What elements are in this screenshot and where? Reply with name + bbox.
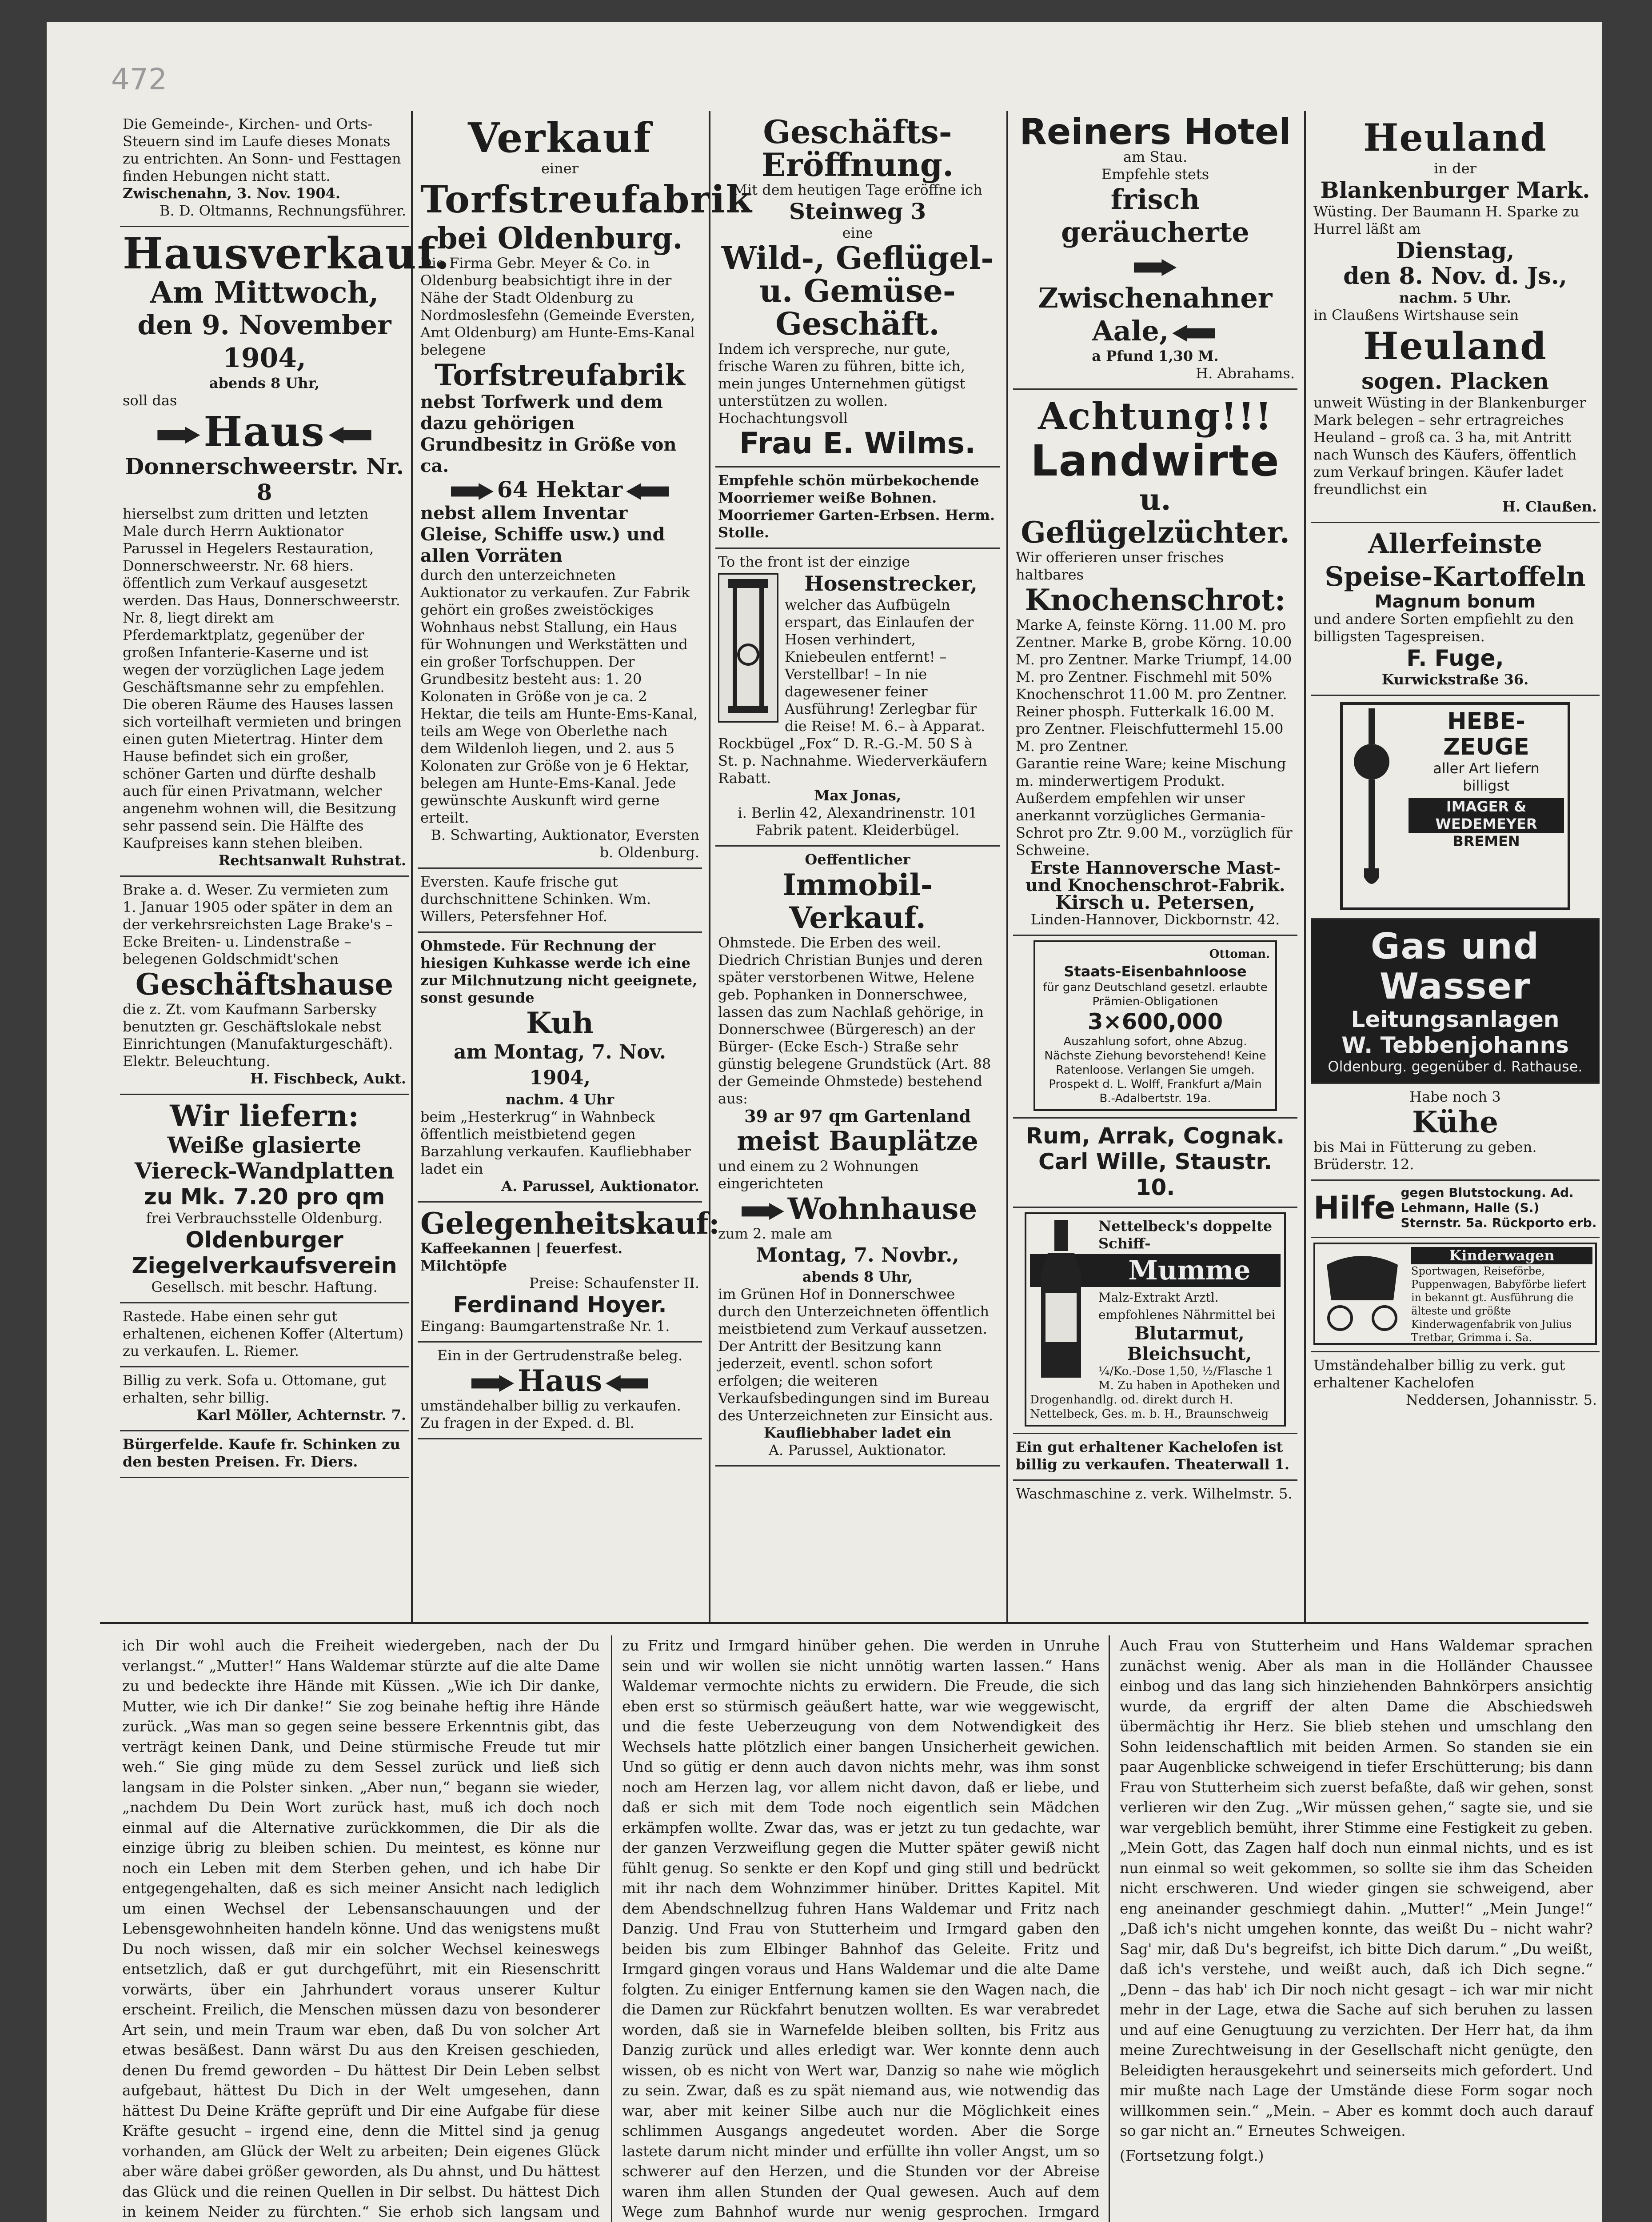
ad-subtitle-2: u. Geflügelzüchter. <box>1021 482 1290 550</box>
ad-title: Allerfeinste Speise-Kartoffeln <box>1325 528 1586 592</box>
pointing-hand-icon <box>1172 325 1215 342</box>
ad-body: Ohmstede. Die Erben des weil. Diedrich Christian Bunjes und deren später verstorbenen Witwe, Helene geb. Pophanken in Donnerschwee, lassen das zum Nachlaß gehörige, in Donnerschwee (Bürgeresch) an der Bürger- (Ecke Esch-) Straße sehr günstig belegene Grundstück (Art. 88 der Gemeinde Ohmstede) bestehend aus: <box>718 934 991 1107</box>
ad-address: Kurwickstraße 36. <box>1381 671 1529 688</box>
ad-house-gertrudenstrasse <box>418 1343 702 1439</box>
ad-title: HEBE-ZEUGE <box>1443 708 1529 760</box>
lottery-box <box>1033 940 1277 1111</box>
ad-brake-shop <box>120 877 409 1095</box>
ad-lottery <box>1013 936 1297 1119</box>
ad-company: IMAGER & WEDEMEYER <box>1409 798 1564 833</box>
ad-date: Montag, 7. Novbr., <box>756 1244 959 1267</box>
ad-name: Max Jonas, <box>814 787 901 804</box>
ad-body: durch den unterzeichneten Auktionator zu verkaufen. Zur Fabrik gehört ein großes zweistöckiges Wohnhaus nebst Stallung, ein Haus für Wohnungen und Werkstätten und ein großer Torfschuppen. Der Grundbesitz besteht aus: 1. 20 Kolonaten in Größe von je ca. 2 Hektar, die teils am Hunte-Ems-Kanal, teils am Wege von Oberlethe nach dem Wildenloh liegen, und 2. aus 5 Kolonaten zur Größe von je 6 Hektar, belegen am Hunte-Ems-Kanal. Jede gewünschte Auskunft wird gerne erteilt. <box>420 567 698 826</box>
ad-hotel <box>1013 111 1297 390</box>
trouser-stretcher-drawing <box>719 575 777 721</box>
ad-signature: B. Schwarting, Auktionator, Eversten b. Oldenburg. <box>431 827 699 861</box>
ad-body: und andere Sorten empfiehlt zu den billigsten Tagespreisen. <box>1313 611 1574 645</box>
ad-body: Die Firma Gebr. Meyer & Co. in Oldenburg beabsichtigt ihre in der Nähe der Stadt Oldenburg zu Nordmoslesfehn (Gemeinde Eversten, Amt Oldenburg) am Hunte-Ems-Kanal belegene <box>420 255 695 358</box>
ad-subtitle: Leitungsanlagen <box>1351 1007 1560 1032</box>
ad-title: Immobil-Verkauf. <box>782 867 933 935</box>
story-continued: (Fortsetzung folgt.) <box>1120 2146 1264 2164</box>
ad-subtitle: am Stau. <box>1123 148 1188 165</box>
ad-column-2 <box>418 111 753 1622</box>
ad-name: Carl Wille, Staustr. 10. <box>1038 1149 1272 1200</box>
ad-street: Donnerschweerstr. Nr. 8 <box>124 453 404 505</box>
pointing-hand-icon <box>626 483 669 500</box>
ad-company: Oldenburger Ziegelverkaufsverein <box>132 1227 397 1279</box>
ad-subtitle: Wild-, Geflügel- u. Gemüse-Geschäft. <box>721 240 994 342</box>
ad-column-5 <box>1311 111 1600 1622</box>
ad-text: aller Art liefern billigst <box>1433 760 1540 794</box>
ad-text: Kaufliebhaber ladet ein <box>763 1424 952 1441</box>
ad-subtitle: Weiße glasierte Viereck-Wandplatten <box>134 1132 395 1184</box>
ad-text: zum 2. male am <box>718 1225 832 1242</box>
ad-body: die z. Zt. vom Kaufmann Sarbersky benutzten gr. Geschäftslokale nebst Einrichtungen (Manufakturgeschäft). Elektr. Beleuchtung. <box>123 1001 393 1070</box>
ad-title: Verkauf <box>468 114 652 162</box>
ad-cows <box>1311 1084 1600 1181</box>
page-number: 472 <box>111 62 167 96</box>
ad-text: für ganz Deutschland gesetzl. erlaubte Prämien-Obligationen <box>1043 981 1268 1008</box>
trouser-stretcher-image <box>718 573 778 723</box>
ad-name: F. Fuge, <box>1406 645 1504 671</box>
ad-title: Hausverkauf. <box>123 228 451 279</box>
ad-city: Oldenburg. gegenüber d. Rathause. <box>1328 1058 1583 1075</box>
story-text: Auch Frau von Stutterheim und Hans Waldemar sprachen zunächst wenig. Aber als man in die Holländer Chaussee einbog und das lang sich hinziehenden Bahnkörpers ansichtig wurde, da ergriff der alten Dame die Abschiedsweh übermächtig ihr Herz. Sie blieb stehen und umschlang den Sohn leidenschaftlich mit beiden Armen. So standen sie ein paar Augenblicke schweigend in tiefer Erschütterung; bis dann Frau von Stutterheim sich zuerst befaßte, daß wir gehen, sonst verlieren wir den Zug. „Wir müssen gehen,“ sagte sie, und sie war vergeblich bemüht, ihrer Stimme eine Festigkeit zu geben. „Mein Gott, das Zagen half doch nun einmal nichts, und es ist nun einmal so weit gekommen, so sollte sie ihm das Scheiden nicht erschweren. Und wieder gingen sie schweigend, aber eng aneinander geschmiegt dahin. „Mutter!“ „Mein Junge!“ „Daß ich's nicht umgehen konnte, das weißt Du – nicht wahr? Sag' mir, daß Du's begreifst, ich bitte Dich darum.“ „Du weißt, daß ich's verstehe, und weißt auch, daß ich Dich segne.“ „Denn – das hab' ich Dir noch nicht gesagt – ich war mir nicht mehr in der Lage, etwa die Sache auf sich beruhen zu lassen und auf eine Genugtuung zu verzichten. Der Herr hat, da ihm meine Zurechtweisung in der Gesellschaft nicht genügte, den Beleidigten herausgekehrt und seinerseits mich gefordert. Und mir mußte nach Lage der Umstände diese Form sogar noch willkommen sein.“ „Mein. – Aber es kommt doch auch darauf so gar nicht an.“ Erneutes Schweigen. <box>1120 1637 1593 2139</box>
ad-time: nachm. 4 Uhr <box>505 1091 615 1108</box>
ad-title: Mumme <box>1030 1254 1281 1287</box>
ad-city: BREMEN <box>1452 833 1520 850</box>
ad-body: Sportwagen, Reiseförbe, Puppenwagen, Babyförbe liefert in bekannt gt. Ausführung die älteste und größte Kinderwagenfabrik von Julius Tretbar, Grimma i. Sa. <box>1411 1265 1586 1344</box>
ad-text: To the front ist der einzige <box>718 553 910 570</box>
ad-signature: Karl Möller, Achternstr. 7. <box>196 1407 406 1423</box>
ad-title-2: Heuland <box>1363 324 1548 368</box>
ad-peat-factory <box>418 111 753 869</box>
ad-place: Blankenburger Mark. <box>1320 177 1590 203</box>
ad-date: den 8. Nov. d. Js., <box>1343 263 1567 290</box>
ad-text: einer <box>541 160 579 177</box>
ad-body: Brake a. d. Weser. Zu vermieten zum 1. Januar 1905 oder später in dem an der verkehrsreichsten Lage Brake's – Ecke Breiten- u. Lindenstraße – belegenen Goldschmidt'schen <box>123 881 393 967</box>
ad-signature: H. Fischbeck, Aukt. <box>250 1070 406 1087</box>
pointing-hand-icon <box>742 1203 784 1220</box>
pointing-hand-icon <box>157 427 200 444</box>
ad-title: Rum, Arrak, Cognak. <box>1026 1123 1285 1149</box>
ad-time: abends 8 Uhr, <box>209 375 320 392</box>
ad-day: Am Mittwoch, <box>150 275 379 310</box>
ad-column-4 <box>1013 111 1297 1622</box>
ad-head: Oeffentlicher <box>805 851 910 868</box>
ad-body: Rastede. Habe einen sehr gut erhaltenen, eichenen Koffer (Altertum) zu verkaufen. L. Riemer. <box>123 1308 404 1359</box>
ad-signature: H. Abrahams. <box>1196 365 1295 382</box>
ad-name: W. Tebbenjohanns <box>1341 1032 1569 1058</box>
ad-stove <box>1013 1434 1297 1481</box>
ad-stove-2 <box>1311 1352 1600 1415</box>
ad-body: nebst allem Inventar Gleise, Schiffe usw.) und allen Vorräten <box>420 503 665 566</box>
ad-title: Kuh <box>526 1006 594 1040</box>
bottle-icon <box>1030 1218 1092 1382</box>
ad-shop-opening <box>715 111 1000 468</box>
ad-headline-word: Haus <box>204 408 325 456</box>
ad-subtitle: sogen. Placken <box>1361 368 1549 394</box>
ad-title: Wir liefern: <box>170 1099 359 1133</box>
story-column-2 <box>622 1635 1100 2222</box>
story-column-3 <box>1120 1635 1593 2222</box>
ad-title: Hilfe <box>1313 1190 1396 1226</box>
ad-address: Eingang: Baumgartenstraße Nr. 1. <box>420 1318 670 1335</box>
ad-text: Malz-Extrakt Arztl. empfohlenes Nährmittel bei <box>1098 1290 1276 1322</box>
section-divider <box>100 1622 1588 1624</box>
ad-title: Heuland <box>1363 116 1548 160</box>
ad-body: gegen Blutstockung. Ad. Lehmann, Halle (S.) Sternstr. 5a. Rückporto erb. <box>1401 1185 1597 1230</box>
ad-body: umständehalber billig zu verkaufen. Zu fragen in der Exped. d. Bl. <box>420 1397 681 1431</box>
ad-date: den 9. November 1904, <box>137 310 391 374</box>
ad-signature: A. Parussel, Auktionator. <box>501 1178 699 1195</box>
ad-body: im Grünen Hof in Donnerschwee durch den Unterzeichneten öffentlich meistbietend zum Verkauf aussetzen. Der Antritt der Besitzung kann jederzeit, eventl. schon sofort erfolgen; die weiteren Verkaufsbedingungen sind im Bureau des Unterzeichneten zur Einsicht aus. <box>718 1286 994 1424</box>
ad-address: i. Berlin 42, Alexandrinenstr. 101 Fabrik patent. Kleiderbügel. <box>738 804 978 839</box>
ad-subtitle: meist Bauplätze <box>737 1126 978 1157</box>
ad-wall-tiles <box>120 1095 409 1303</box>
ad-head: Ottoman. <box>1209 947 1270 961</box>
ad-title: Geschäftshause <box>135 967 394 1002</box>
column-rule <box>611 1635 612 2222</box>
pointing-hand-icon <box>1134 259 1177 276</box>
ad-body: ¼/Ko.-Dose 1,50, ½/Flasche 1 M. Zu haben in Apotheken und Drogenhandlg. od. direkt durch H. Nettelbeck, Ges. m. b. H., Braunschweig <box>1030 1365 1280 1421</box>
ad-body: Bürgerfelde. Kaufe fr. Schinken zu den besten Preisen. Fr. Diers. <box>123 1436 400 1470</box>
ad-title: Gelegenheitskauf: <box>420 1206 720 1241</box>
ad-gas-water <box>1311 919 1600 1084</box>
ad-time: abends 8 Uhr, <box>802 1268 913 1285</box>
ad-text: Wir offerieren unser frisches haltbares <box>1016 549 1224 583</box>
hoist-box <box>1340 702 1570 910</box>
ad-address: Linden-Hannover, Dickbornstr. 42. <box>1030 911 1280 928</box>
pointing-hand-icon <box>451 483 494 500</box>
pram-box <box>1313 1243 1597 1345</box>
ad-bargain <box>418 1203 720 1343</box>
ad-company: Erste Hannoversche Mast- und Knochenschrot-Fabrik. <box>1025 858 1285 895</box>
ad-text: Mit dem heutigen Tage eröffne ich <box>733 181 982 198</box>
ad-hectares-value: 64 Hektar <box>497 476 623 503</box>
ad-prize: 3×600,000 <box>1087 1009 1223 1035</box>
notice-date: Zwischenahn, 3. Nov. 1904. <box>123 185 340 202</box>
ad-body: Ein in der Gertrudenstraße beleg. <box>437 1347 683 1364</box>
ad-signature: A. Parussel, Auktionator. <box>768 1442 947 1459</box>
ad-area: 39 ar 97 qm Gartenland <box>744 1106 971 1126</box>
ad-head: Nettelbeck's doppelte Schiff- <box>1098 1218 1273 1252</box>
ad-signature: Rechtsanwalt Ruhstrat. <box>218 852 406 869</box>
ad-body: Auszahlung sofort, ohne Abzug. Nächste Ziehung bevorstehend! Keine Ratenloose. Verlangen Sie umgeh. Prospekt d. L. Wolff, Frankfurt a/Main B.-Adalbertstr. 19a. <box>1044 1035 1266 1105</box>
ad-hoists <box>1311 696 1600 919</box>
story-text: zu Fritz und Irmgard hinüber gehen. Die werden in Unruhe sein und wir wollen sie nicht unnötig warten lassen.“ Hans Waldemar vermochte nichts zu erwidern. Die Freude, die sich eben erst so stürmisch geäußert hatte, war wie weggewischt, und die feste Ueberzeugung von dem Notwendigkeit des Wechsels hatte plötzlich einer bangen Unsicherheit gewichen. Und so gütig er denn auch davon nichts mehr, was ihm sonst noch am Herzen lag, vor allem nicht davon, daß er liebe, und daß er sich mit dem Tode noch eigentlich sein Mädchen erkämpfen wollte. Zwar das, was er jetzt zu tun gedachte, war der ganzen Verzweiflung gegen die Mutter später gewiß nicht fühlt genug. So senkte er den Kopf und ging still und bedrückt mit ihr nach dem Wohnzimmer hinüber. Drittes Kapitel. Mit dem Abendschnellzug fuhren Hans Waldemar und Fritz nach Danzig. Und Frau von Stutterheim und Irmgard gaben den beiden bis zum Elbinger Bahnhof das Geleite. Fritz und Irmgard gingen voraus und Hans Waldemar und die alte Dame folgten. Zu einiger Entfernung kamen sie den Wagen nach, die die Damen zur Rückfahrt benutzen wollten. Es war verabredet worden, daß sie in Warnefelde bleiben sollten, bis Fritz aus Danzig zurück und alles erledigt war. Wer konnte denn auch wissen, ob es nicht von Wert war, Danzig so nahe wie möglich zu sein. Zwar, daß es zu spät niemand aus, wie notwendig das war, aber mit keiner Silbe auch nur die Möglichkeit eines schlimmen Ausgangs angedeutet worden. Aber die Sorge lastete darum nicht minder und erfüllte ihn voller Angst, um so schwerer auf den Herzen, und die Stunden vor der Abreise waren ihm allen Stunden der Qual gewesen. Auch auf dem Wege zum Bahnhof wurde nur wenig gesprochen. Irmgard <box>622 1637 1100 2220</box>
ad-eel <box>1016 249 1295 348</box>
ad-potatoes <box>1311 523 1600 696</box>
ad-subtitle: Torfstreufabrik <box>420 177 753 221</box>
ad-cow <box>418 933 702 1203</box>
pointing-hand-icon <box>329 427 371 444</box>
ad-body: Empfehle schön mürbekochende Moorriemer weiße Bohnen. Moorriemer Garten-Erbsen. Herm. Stolle. <box>718 472 995 541</box>
ad-price: Preise: Schaufenster II. <box>529 1275 699 1291</box>
ad-title: Hosenstrecker, <box>804 571 978 595</box>
ad-washing-machine <box>1013 1481 1297 1509</box>
ad-title: Achtung!!! <box>1038 394 1273 438</box>
ad-body: nebst Torfwerk und dem dazu gehörigen Grundbesitz in Größe von ca. <box>420 392 677 476</box>
ad-real-estate <box>715 847 1000 1467</box>
ad-ham <box>120 1431 409 1478</box>
advertisement-section <box>71 111 1597 1622</box>
notice-text: Die Gemeinde-, Kirchen- und Orts-Steuern sind im Laufe dieses Monats zu entrichten. An Sonn- und Festtagen finden Hebungen nicht statt. <box>123 116 401 184</box>
ad-text: Habe noch 3 <box>1409 1088 1501 1105</box>
ad-subtitle: Torfstreufabrik <box>435 358 685 392</box>
ad-name: Frau E. Wilms. <box>739 426 976 460</box>
ad-price-list: Marke A, feinste Körng. 11.00 M. pro Zentner. Marke B, grobe Körng. 10.00 M. pro Zentner. Marke Triumpf, 14.00 M. pro Zentner. Fischmehl mit 50% Knochenschrot 11.00 M. pro Zentner. Reiner phosph. Futterkalk 16.00 M. pro Zentner. Fleischfuttermehl 15.00 M. pro Zentner. <box>1016 616 1292 755</box>
ad-beans <box>715 468 1000 549</box>
ad-title: Gas und Wasser <box>1370 926 1540 1007</box>
ad-malt-extract <box>1013 1208 1297 1434</box>
ad-eel-text: Zwischenahner Aale, <box>1038 282 1273 347</box>
ad-prams <box>1311 1238 1600 1352</box>
ad-title: Geschäfts-Eröffnung. <box>761 113 954 184</box>
ad-text: eine <box>842 224 873 241</box>
ad-date: am Montag, 7. Nov. 1904, <box>454 1041 666 1089</box>
ad-text: in der <box>1434 160 1476 177</box>
story-text: ich Dir wohl auch die Freiheit wiedergeben, nach der Du verlangst.“ „Mutter!“ Hans Waldemar stürzte auf die alte Dame zu und bedeckte ihre Hände mit Küssen. „Wie ich Dir danke, Mutter, wie ich Dir danke!“ Sie zog beinahe heftig ihre Hände zurück. „Was man so gegen seine bessere Erkenntnis gibt, das verträgt keinen Dank, und Deine stürmische Freude tut mir weh.“ Sie ging müde zu dem Sessel zurück und ließ sich langsam in die Polster sinken. „Aber nun,“ begann sie wieder, „nachdem Du Dein Wort zurück hast, muß ich doch noch einmal auf die Alternative zurückkommen, die Dir als die einzige übrig zu bleiben schien. Du meintest, es könne nur noch ein Leben mit dem Sterben gehen, und ich habe Dir entgegengehalten, daß es sich meiner Ansicht nach lediglich um einen Wechsel der Lebensanschauungen und der Lebensgewohnheiten handeln könne. Und das wenigstens mußt Du noch wissen, daß mir ein solcher Wechsel keineswegs entsetzlich, daß er gut durchgeführt, mit ein Riesenschritt vorwärts, über ein Jahrhundert voraus unserer Kultur erscheint. Freilich, die Menschen müssen dazu von besonderer Art sein, und mein Traum war eben, daß Du von solcher Art etwas besäßest. Dann wärst Du aus den Kreisen geschieden, denen Du fremd geworden – Du hättest Dir Dein Leben selbst aufgebaut, hättest Du Dich in der Welt umgesehen, dann hättest Du Deine Kräfte geprüft und Dir eine Aufgabe für diese Kräfte gesucht – irgend eine, denn die Mittel sind ja genug vorhanden, am Glück der Welt zu arbeiten; Dein eigenes Glück aber wäre dabei größer geworden, als Du ahnst, und Du hättest das Glück und die reinen Quellen in Dir selbst. Du hättest Dich in keinem Neider zu fürchten.“ Sie erhob sich langsam und <box>122 1637 600 2220</box>
ad-body: hierselbst zum dritten und letzten Male durch Herrn Auktionator Parussel in Hegelers Restauration, Donnerschweerstr. Nr. 68 hiers. öffentlich zum Verkauf ausgesetzt werden. Das Haus, Donnerschweerstr. Nr. 8, liegt direkt am Pferdemarktplatz, gegenüber der großen Infanterie-Kaserne und ist wegen der vorzüglichen Lage jedem Geschäftsmanne sehr zu empfehlen. Die oberen Räume des Hauses lassen sich vorteilhaft vermieten und bringen einen guten Mietertrag. Hinter dem Hause befindet sich ein großer, schöner Garten und dürfte deshalb auch für einen Privatmann, welcher angenehm wohnen will, die Besitzung sehr passend sein. Die Hälfte des Kaufpreises kann stehen bleiben. <box>123 505 402 851</box>
story-column-1 <box>122 1635 600 2222</box>
ad-place: frei Verbrauchsstelle Oldenburg. <box>146 1210 383 1227</box>
ad-headline <box>123 409 406 454</box>
ad-address: Steinweg 3 <box>789 198 926 224</box>
ad-body: und einem zu 2 Wohnungen eingerichteten <box>718 1158 919 1192</box>
ad-title-word: Wohnhause <box>787 1191 978 1226</box>
ad-price: zu Mk. 7.20 pro qm <box>144 1184 385 1210</box>
ad-bone-meal <box>1013 390 1297 936</box>
ad-body: bis Mai in Fütterung zu geben. Brüderstr. 12. <box>1313 1139 1537 1173</box>
ad-trunk <box>120 1303 409 1367</box>
column-rule <box>1109 1635 1110 2222</box>
ad-body: Umständehalber billig zu verk. gut erhaltener Kachelofen <box>1313 1357 1565 1391</box>
ad-title-word: Haus <box>517 1363 603 1398</box>
ad-ham-eversten <box>418 869 702 933</box>
ad-fresh: frisch geräucherte <box>1061 183 1249 248</box>
ad-body: Indem ich verspreche, nur gute, frische Waren zu führen, bitte ich, mein junges Unternehmen gütigst unterstützen zu wollen. Hochachtungsvoll <box>718 340 966 427</box>
ad-day: Dienstag, <box>1396 237 1515 264</box>
ad-sofa <box>120 1367 409 1431</box>
ad-title-2 <box>718 1192 997 1225</box>
ad-spirits <box>1013 1119 1297 1208</box>
ad-title: Kinderwagen <box>1411 1247 1592 1264</box>
ad-title <box>420 1364 699 1397</box>
ad-signature: Neddersen, Johannisstr. 5. <box>1405 1391 1597 1408</box>
ad-title: Staats-Eisenbahnloose <box>1064 963 1247 980</box>
ad-text: soll das <box>123 392 177 409</box>
ad-title: Kühe <box>1412 1105 1498 1139</box>
ad-subtitle: Blutarmut, Bleichsucht, <box>1127 1323 1252 1364</box>
ad-body: Garantie reine Ware; keine Mischung m. minderwertigem Produkt. Außerdem empfehlen wir unser anerkannt vorzügliches Germania-Schrot pro Ztr. 9.00 M., vorzüglich für Schweine. <box>1016 755 1293 859</box>
ad-body: beim „Hesterkrug“ in Wahnbeck öffentlich meistbietend gegen Barzahlung verkaufen. Kaufliebhaber ladet ein <box>420 1108 691 1177</box>
ad-hectares <box>420 477 699 503</box>
ad-signature: H. Claußen. <box>1502 498 1597 515</box>
ad-trouser-stretcher <box>715 549 1000 847</box>
notice-signature: B. D. Oltmanns, Rechnungsführer. <box>160 202 406 219</box>
ad-place: bei Oldenburg. <box>437 221 683 256</box>
ad-items: Kaffeekannen | feuerfest. Milchtöpfe <box>420 1240 623 1274</box>
pointing-hand-icon <box>471 1375 514 1392</box>
ad-body: Billig zu verk. Sofa u. Ottomane, gut erhalten, sehr billig. <box>123 1372 386 1406</box>
ad-body: Waschmaschine z. verk. Wilhelmstr. 5. <box>1016 1485 1293 1502</box>
ad-time: nachm. 5 Uhr. <box>1399 289 1512 306</box>
ad-title: Reiners Hotel <box>1019 111 1291 152</box>
pram-icon <box>1318 1247 1407 1336</box>
ad-tax-notice <box>120 111 409 227</box>
bottle-image <box>1030 1218 1092 1382</box>
ad-body: Ein gut erhaltener Kachelofen ist billig zu verkaufen. Theaterwall 1. <box>1016 1439 1290 1473</box>
ad-text: in Claußens Wirtshause sein <box>1313 307 1519 324</box>
ad-hayland <box>1311 111 1600 523</box>
ad-name: Ferdinand Hoyer. <box>453 1292 667 1318</box>
ad-body: Wüsting. Der Baumann H. Sparke zu Hurrel läßt am <box>1313 203 1580 237</box>
ad-body: unweit Wüsting in der Blankenburger Mark belegen – sehr ertragreiches Heuland – groß ca. 3 ha, mit Antritt nach Wunsch des Käufers, öffentlich zum Verkauf bringen. Käufer ladet freundlichst ein <box>1313 394 1586 498</box>
ad-column-3 <box>715 111 1000 1622</box>
pointing-hand-icon <box>606 1375 648 1392</box>
hoist-icon <box>1346 708 1404 895</box>
ad-text: Empfehle stets <box>1101 166 1209 183</box>
ad-subtitle: Landwirte <box>1030 436 1280 486</box>
ad-house-sale <box>120 227 451 877</box>
ad-subtitle: Magnum bonum <box>1374 591 1536 612</box>
ad-body: Eversten. Kaufe frische gut durchschnittene Schinken. Wm. Willers, Petersfehner Hof. <box>420 873 651 925</box>
ad-price: a Pfund 1,30 M. <box>1092 348 1219 364</box>
ad-product: Knochenschrot: <box>1025 583 1286 617</box>
ad-help <box>1311 1181 1600 1238</box>
ad-body: welcher das Aufbügeln erspart, das Einlaufen der Hosen verhindert, Kniebeulen entfernt! – Verstellbar! – In nie dagewesener feiner Ausführung! Zerlegbar für die Reise! M. 6.– à Apparat. Rockbügel „Fox“ D. R.-G.-M. 50 S à St. p. Nachnahme. Wiederverkäufern Rabatt. <box>718 596 987 787</box>
malt-box <box>1025 1212 1286 1427</box>
ad-company-sub: Gesellsch. mit beschr. Haftung. <box>151 1279 378 1295</box>
ad-name: Kirsch u. Petersen, <box>1055 891 1255 913</box>
ad-body: Ohmstede. Für Rechnung der hiesigen Kuhkasse werde ich eine zur Milchnutzung nicht geeignete, sonst gesunde <box>420 937 698 1006</box>
ad-column-1 <box>120 111 451 1622</box>
